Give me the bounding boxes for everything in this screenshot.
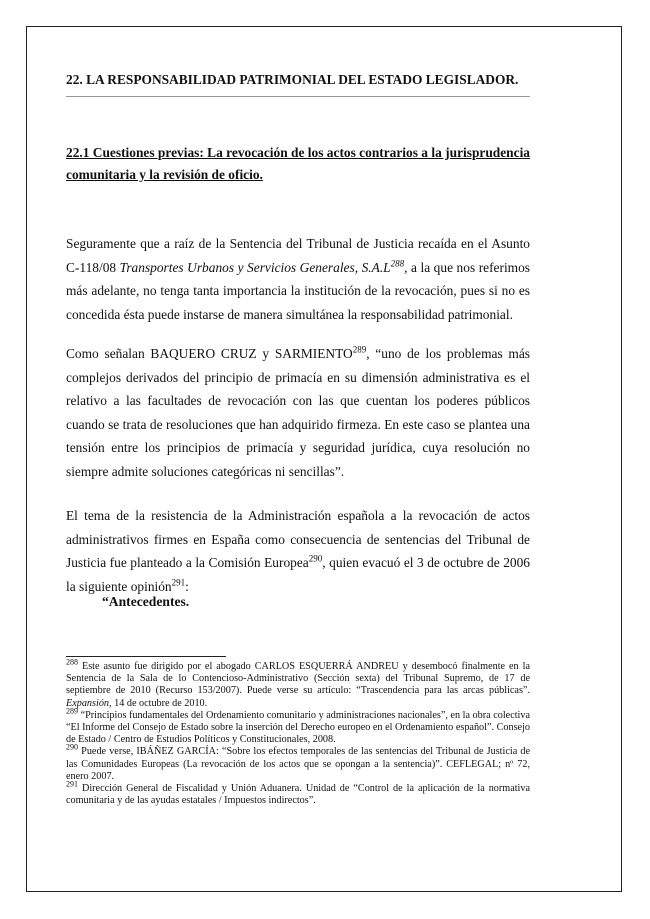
footnote-288: $^{288}$ Este asunto fue dirigido por el abogado CARLOS ESQUERRÁ ANDREU y desembocó finalmente en la Sentencia de la Sala de lo Contencioso-Administrativo (Sección sexta) del Tribunal Supremo, de 17 de septiembre de 2010 (Recurso 153/2007). Puede verse su artículo: “Trascendencia para las arcas públicas”. Expansión, 14 de octubre de 2010. [66,657,530,709]
footnote-ref-290[interactable]: 290 [308,553,323,564]
footnote-separator [66,656,226,657]
paragraph-1: Seguramente que a raíz de la Sentencia del Tribunal de Justicia recaída en el Asunto C-118/08 Transportes Urbanos y Servicios Generales, $S.A.L^{288}$, a la que nos referimos más adelante, no tenga tanta importancia la institución de la revocación, pues si no es concedida ésta puede instarse de manera simultánea la responsabilidad patrimonial. [66,236,530,322]
footnote-ref-289[interactable]: 289 [352,344,367,355]
footnote-289: $^{289}$ “Principios fundamentales del Ordenamiento comunitario y administraciones nacionales”, en la obra colectiva “El Informe del Consejo de Estado sobre la inserción del Derecho europeo en el Ordenamiento español”. Consejo de Estado / Centro de Estudios Políticos y Constitucionales, 2008. [66,706,530,746]
footnote-ref-291[interactable]: 291 [171,577,186,588]
footnote-290: $^{290}$ Puede verse, IBÁÑEZ GARCÍA: “Sobre los efectos temporales de las sentencias del Tribunal de Justicia de las Comunidades Europeas (La revocación de los actos que se opongan a la sentencia)”. CEFLEGAL; nº 72, enero 2007. [66,743,530,782]
footnotes [66,657,530,807]
section-title-text: 22.1 Cuestiones previas: La revocación de los actos contrarios a la jurisprudencia comunitaria y la revisión de oficio. [66,145,530,182]
section-title [66,142,530,186]
paragraph-2: Como señalan BAQUERO CRUZ y SARMIENTO$^{289}$, “uno de los problemas más complejos derivados del principio de primacía en su dimensión administrativa es el relativo a las facultades de revocación con las que cuentan los poderes públicos cuando se trata de resoluciones que han adquirido firmeza. En este caso se plantea una tensión entre los principios de primacía y seguridad jurídica, cuya resolución no siempre admite soluciones categóricas ni sencillas”. [66,344,530,479]
footnote-ref-288[interactable]: 288 [390,258,405,269]
case-name: Transportes Urbanos y Servicios Generales, S.A.L [119,259,391,275]
paragraph-3: El tema de la resistencia de la Administración española a la revocación de actos administrativos firmes en España como consecuencia de sentencias del Tribunal de Justicia fue planteado a la Comisión Europea$^{290}$, quien evacuó el 3 de octubre de 2006 la siguiente opinión$^{291}$: [66,508,530,594]
quote-heading: “Antecedentes. [102,594,190,609]
chapter-title: 22. LA RESPONSABILIDAD PATRIMONIAL DEL ESTADO LEGISLADOR. [66,72,530,97]
footnote-291: $^{291}$ Dirección General de Fiscalidad y Unión Aduanera. Unidad de “Control de la aplicación de la normativa comunitaria y de las ayudas estatales / Impuestos indirectos”. [66,779,530,807]
